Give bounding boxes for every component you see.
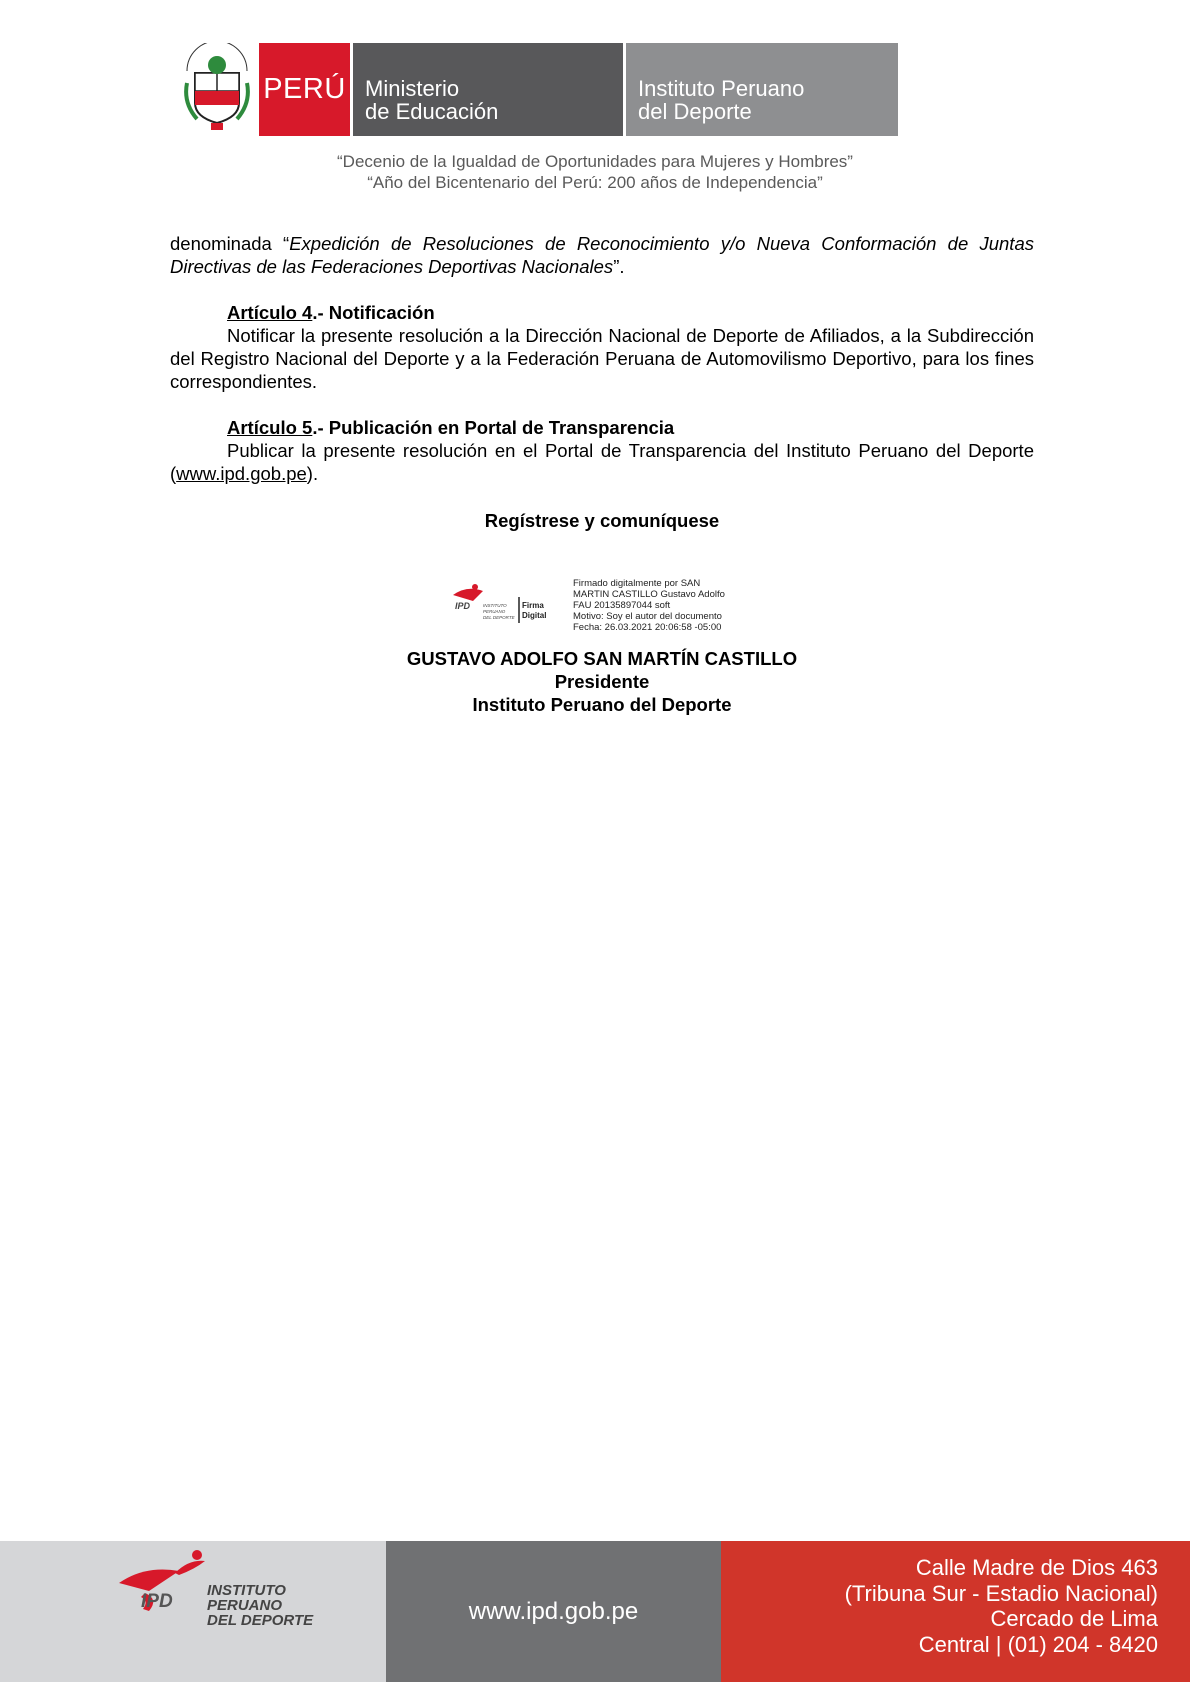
institute-line2: del Deporte xyxy=(638,99,752,124)
ministry-line2: de Educación xyxy=(365,99,499,124)
article5-label: Artículo 5 xyxy=(227,417,313,438)
footer-logo-block xyxy=(0,1541,386,1682)
footer-inst3: DEL DEPORTE xyxy=(207,1612,314,1629)
footer-address-block xyxy=(721,1541,1190,1682)
sig-logo-sub1: INSTITUTO xyxy=(483,603,507,608)
p1-start: denominada “ xyxy=(170,233,290,254)
article5-text-a: Publicar la presente resolución en el Portal de Transparencia del Instituto Peruano del Deporte ( xyxy=(170,440,1034,484)
header-banner xyxy=(181,43,898,136)
ipd-logo-icon xyxy=(115,1549,215,1619)
sig-logo-ipd: IPD xyxy=(455,601,471,611)
ministry-block xyxy=(353,43,623,136)
peru-brand-block xyxy=(259,43,350,136)
sig-digital: Digital xyxy=(522,611,547,620)
institute-block xyxy=(626,43,898,136)
footer-ipd-text: IPD xyxy=(141,1591,173,1612)
article5-text-b: ). xyxy=(306,462,319,484)
p1-italic-title: Expedición de Resoluciones de Reconocimiento y/o Nueva Conformación de Juntas Directivas de las Federaciones Deportivas Nacionales xyxy=(170,233,1034,277)
article4-text: Notificar la presente resolución a la Dirección Nacional de Deporte de Afiliados, a la Subdirección del Registro Nacional del Deporte y a la Federación Peruana de Automovilismo Deportivo, para los fines correspondientes. xyxy=(170,325,1034,392)
footer-phone: Central | (01) 204 - 8420 xyxy=(918,1631,1158,1657)
sig-logo-sub2: PERUANO xyxy=(483,609,506,614)
sig-line1: Firmado digitalmente por SAN xyxy=(573,578,701,589)
sig-line4: Motivo: Soy el autor del documento xyxy=(573,611,722,622)
sig-logo-sub3: DEL DEPORTE xyxy=(483,615,515,620)
footer-address-line3: Cercado de Lima xyxy=(990,1606,1158,1631)
footer-website-block xyxy=(386,1541,721,1682)
article4-label: Artículo 4 xyxy=(227,302,313,323)
sig-firma: Firma xyxy=(522,601,544,610)
peru-label: PERÚ xyxy=(263,73,346,105)
peru-coat-of-arms-icon xyxy=(181,43,253,136)
institute-line1: Instituto Peruano xyxy=(638,76,805,101)
sig-line3: FAU 20135897044 soft xyxy=(573,600,671,611)
footer-institution-name xyxy=(207,1583,313,1628)
article5-title: .- Publicación en Portal de Transparencia xyxy=(312,417,675,438)
signer-institution: Instituto Peruano del Deporte xyxy=(472,694,732,715)
ipd-website-link[interactable]: www.ipd.gob.pe xyxy=(176,462,307,484)
footer-inst1: INSTITUTO xyxy=(207,1582,286,1599)
ministry-line1: Ministerio xyxy=(365,76,460,101)
footer-address-line1: Calle Madre de Dios 463 xyxy=(915,1555,1158,1580)
article5-heading xyxy=(170,417,1034,440)
article4-heading xyxy=(170,302,1034,325)
closing-phrase: Regístrese y comuníquese xyxy=(484,510,720,531)
article5-text xyxy=(170,440,1034,486)
footer-banner xyxy=(0,1541,1190,1682)
sig-line2: MARTIN CASTILLO Gustavo Adolfo xyxy=(573,589,725,600)
footer-address-line2: (Tribuna Sur - Estadio Nacional) xyxy=(844,1580,1158,1606)
motto-decade: “Decenio de la Igualdad de Oportunidades para Mujeres y Hombres” xyxy=(337,152,853,171)
article4-title: .- Notificación xyxy=(312,302,435,323)
signer-name: GUSTAVO ADOLFO SAN MARTÍN CASTILLO xyxy=(406,648,798,669)
signer-role: Presidente xyxy=(554,671,650,692)
footer-inst2: PERUANO xyxy=(207,1597,283,1614)
sig-line5: Fecha: 26.03.2021 20:06:58 -05:00 xyxy=(573,622,722,633)
paragraph-denominada xyxy=(170,233,1034,279)
footer-website-link[interactable]: www.ipd.gob.pe xyxy=(468,1597,639,1625)
p1-end: ”. xyxy=(613,255,625,277)
motto-year: “Año del Bicentenario del Perú: 200 años de Independencia” xyxy=(367,173,823,192)
signature-details xyxy=(573,578,725,633)
ipd-runner-icon xyxy=(453,589,483,601)
